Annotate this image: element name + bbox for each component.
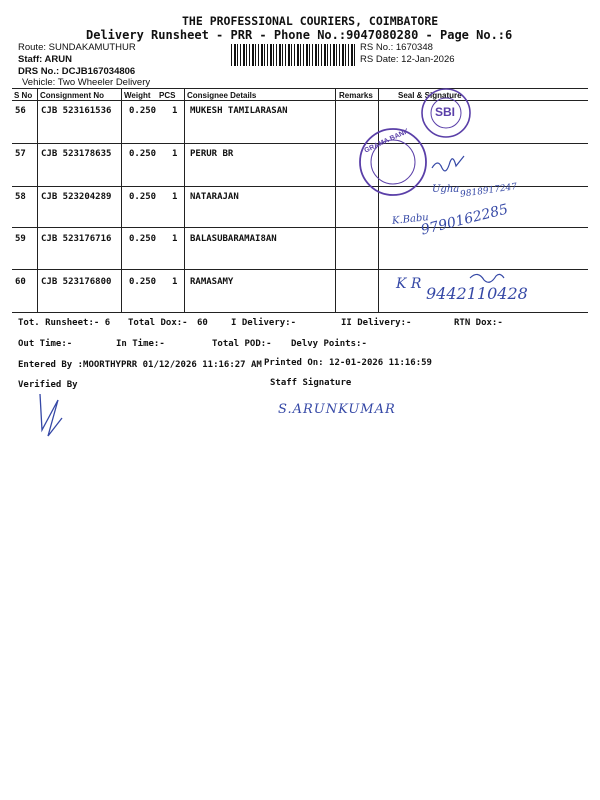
seal-stamps [0, 0, 600, 320]
row-consignment: CJB 523176800 [41, 277, 112, 287]
phone-59: 9790162285 [419, 201, 510, 239]
bank-stamp-text: GRAMA BANK [363, 127, 411, 155]
out-time: Out Time:- [18, 339, 73, 349]
delvy-points: Delvy Points:- [291, 339, 367, 349]
row-pcs: 1 [172, 192, 178, 202]
tot-runsheet: Tot. Runsheet:- 6 [18, 318, 111, 328]
rs-date-label: RS Date: 12-Jan-2026 [360, 54, 455, 65]
row-weight: 0.250 [129, 277, 157, 287]
total-pod: Total POD:- [212, 339, 272, 349]
row-sno: 60 [15, 277, 26, 287]
route-label: Route: SUNDAKAMUTHUR [18, 42, 136, 53]
vehicle-label: Vehicle: Two Wheeler Delivery [22, 77, 151, 88]
header-weight: Weight [124, 91, 151, 100]
rtn-dox: RTN Dox:- [454, 318, 503, 328]
row-consignee: MUKESH TAMILARASAN [190, 106, 288, 116]
scribble-signature-60 [470, 274, 504, 282]
company-title: THE PROFESSIONAL COURIERS, COIMBATORE [182, 14, 439, 28]
row-sno: 59 [15, 234, 26, 244]
signature-58: Ugha [432, 184, 460, 195]
header-consignment: Consignment No [40, 91, 104, 100]
row-weight: 0.250 [129, 106, 157, 116]
row-consignment: CJB 523204289 [41, 192, 112, 202]
row-pcs: 1 [172, 234, 178, 244]
rs-no-label: RS No.: 1670348 [360, 42, 433, 53]
row-consignment: CJB 523178635 [41, 149, 112, 159]
sbi-stamp-text: SBI [435, 105, 456, 119]
signature-59: K.Babu [391, 212, 430, 227]
in-time: In Time:- [116, 339, 165, 349]
row-consignee: RAMASAMY [190, 277, 234, 287]
row-sno: 58 [15, 192, 26, 202]
header-pcs: PCS [159, 91, 176, 100]
printed-on: Printed On: 12-01-2026 11:16:59 [264, 358, 432, 368]
row-weight: 0.250 [129, 149, 157, 159]
row-weight: 0.250 [129, 234, 157, 244]
row-consignment: CJB 523161536 [41, 106, 112, 116]
row-consignment: CJB 523176716 [41, 234, 112, 244]
row-sno: 56 [15, 106, 26, 116]
i-delivery: I Delivery:- [231, 318, 297, 328]
phone-60: 9442110428 [426, 284, 528, 303]
scribble-signature-57 [432, 156, 464, 171]
row-pcs: 1 [172, 106, 178, 116]
signature-60: K R [396, 276, 422, 292]
row-weight: 0.250 [129, 192, 157, 202]
row-consignee: PERUR BR [190, 149, 234, 159]
header-consignee: Consignee Details [187, 91, 257, 100]
staff-label: Staff: ARUN [18, 54, 73, 65]
entered-by: Entered By :MOORTHYPRR 01/12/2026 11:16:27 AM [18, 360, 262, 370]
header-seal-signature: Seal & Signature [398, 91, 462, 100]
staff-name-signature: S.ARUNKUMAR [278, 402, 396, 417]
header-sno: S No [14, 91, 33, 100]
total-dox-value: 60 [197, 318, 208, 328]
phone-58: 9818917247 [459, 182, 518, 200]
row-pcs: 1 [172, 277, 178, 287]
row-consignee: BALASUBARAMAI8AN [190, 234, 277, 244]
row-sno: 57 [15, 149, 26, 159]
row-pcs: 1 [172, 149, 178, 159]
verified-signature [28, 390, 88, 450]
staff-signature-label: Staff Signature [270, 378, 352, 388]
verified-by-label: Verified By [18, 380, 78, 390]
drs-label: DRS No.: DCJB167034806 [18, 66, 136, 77]
row-consignee: NATARAJAN [190, 192, 239, 202]
total-dox-label: Total Dox:- [128, 318, 188, 328]
header-remarks: Remarks [339, 91, 373, 100]
runsheet-subtitle: Delivery Runsheet - PRR - Phone No.:9047080280 - Page No.:6 [86, 28, 513, 42]
ii-delivery: II Delivery:- [341, 318, 412, 328]
